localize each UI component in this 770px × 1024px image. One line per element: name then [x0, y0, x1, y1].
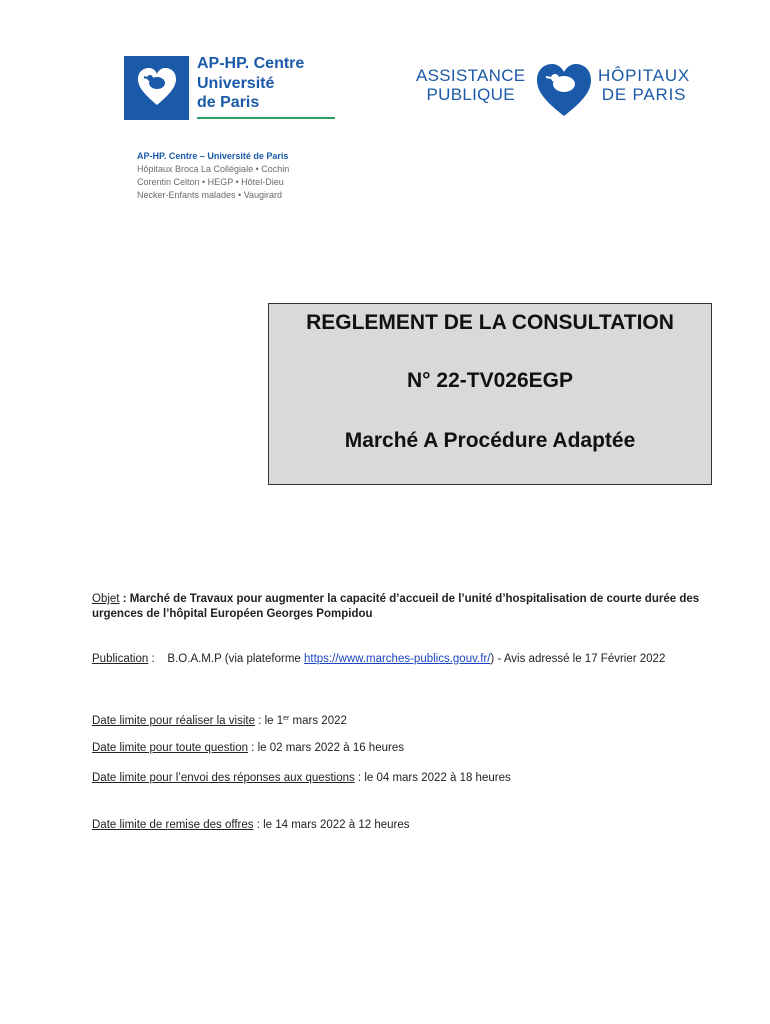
logo-line-3: de Paris	[197, 94, 260, 111]
publication-text-after: ) - Avis adressé le 17 Février 2022	[490, 653, 666, 665]
hospitals-line-1: Hôpitaux Broca La Collégiale • Cochin	[137, 164, 290, 174]
hospitals-line-2: Corentin Celton • HEGP • Hôtel-Dieu	[137, 177, 284, 187]
logo-line-1: AP-HP. Centre	[197, 55, 305, 72]
publication-text-before: : B.O.A.M.P (via plateforme	[148, 653, 304, 665]
aphp-logo	[416, 62, 716, 118]
date-reponses	[92, 771, 712, 786]
logo-assistance: ASSISTANCE	[416, 66, 526, 85]
logo-line-2: Université	[197, 74, 275, 92]
logo-publique: PUBLIQUE	[426, 85, 515, 104]
hospitals-block	[137, 150, 289, 202]
publication-paragraph	[92, 652, 692, 667]
date-visite-label: Date limite pour réaliser la visite	[92, 715, 255, 727]
date-visite	[92, 711, 712, 729]
publication-label: Publication	[92, 653, 149, 665]
logo-underline	[197, 117, 335, 119]
consultation-number: N° 22-TV026EGP	[407, 369, 573, 392]
date-visite-after: mars 2022	[289, 715, 347, 727]
publication-link[interactable]: https://www.marches-publics.gouv.fr/	[304, 653, 491, 665]
heart-bird-logo-icon	[124, 56, 189, 120]
objet-text: : Marché de Travaux pour augmenter la capacité d’accueil de l’unité d’hospitalisation de courte durée des urgences de l’hôpital Européen Georges Pompidou	[92, 593, 700, 620]
date-offres-value: : le 14 mars 2022 à 12 heures	[253, 819, 410, 831]
heart-bird-logo-icon	[534, 62, 594, 123]
date-question-value: : le 02 mars 2022 à 16 heures	[247, 742, 404, 754]
date-reponses-label: Date limite pour l’envoi des réponses aux questions	[92, 772, 355, 784]
hospitals-title: AP-HP. Centre – Université de Paris	[137, 151, 289, 161]
logo-de-paris: DE PARIS	[601, 85, 687, 104]
procedure-type: Marché A Procédure Adaptée	[344, 429, 636, 452]
date-offres	[92, 818, 712, 833]
objet-label: Objet	[92, 593, 120, 605]
date-visite-sup: er	[283, 715, 290, 722]
hospitals-line-3: Necker-Enfants malades • Vaugirard	[137, 190, 283, 200]
logo-hopitaux: HÔPITAUX	[598, 66, 691, 85]
date-visite-before: : le 1	[254, 715, 284, 727]
date-question	[92, 741, 712, 756]
aphp-centre-logo	[124, 54, 336, 120]
date-offres-label: Date limite de remise des offres	[92, 819, 254, 831]
date-question-label: Date limite pour toute question	[92, 742, 248, 754]
objet-paragraph	[92, 592, 712, 622]
document-title: REGLEMENT DE LA CONSULTATION	[306, 311, 674, 334]
date-reponses-value: : le 04 mars 2022 à 18 heures	[354, 772, 511, 784]
title-box	[268, 303, 712, 485]
